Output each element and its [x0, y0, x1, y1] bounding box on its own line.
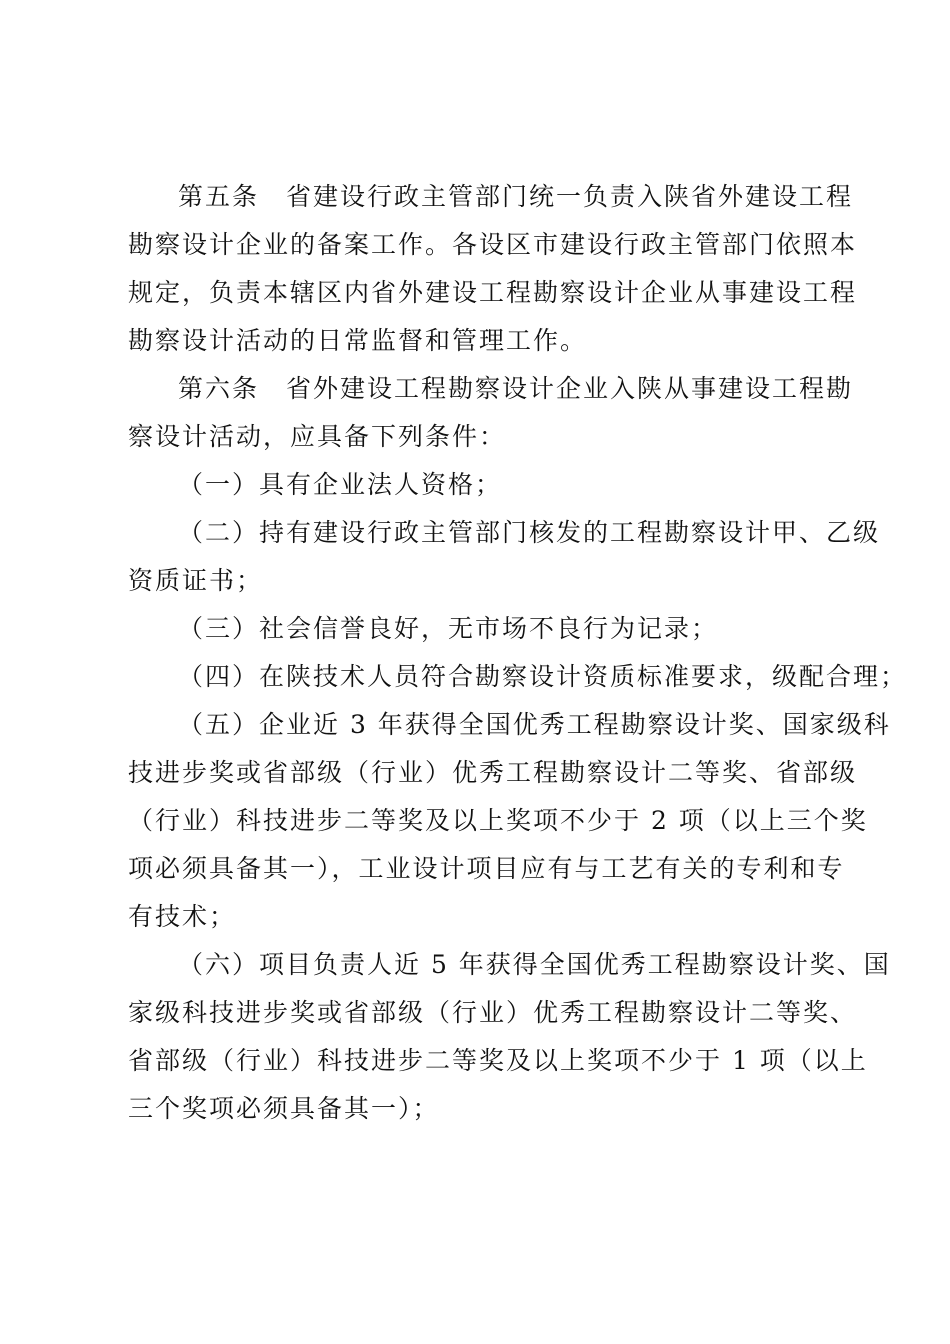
- text-line: 第六条 省外建设工程勘察设计企业入陕从事建设工程勘: [178, 374, 854, 403]
- text-line: （五）企业近 3 年获得全国优秀工程勘察设计奖、国家级科: [178, 710, 891, 739]
- text-line: （四）在陕技术人员符合勘察设计资质标准要求，级配合理；: [178, 662, 908, 691]
- text-line: 三个奖项必须具备其一）；: [128, 1094, 440, 1123]
- text-line: （一）具有企业法人资格；: [178, 470, 503, 499]
- text-line: 勘察设计活动的日常监督和管理工作。: [128, 326, 588, 355]
- text-line: 资质证书；: [128, 566, 264, 595]
- text-line: 项必须具备其一），工业设计项目应有与工艺有关的专利和专: [128, 854, 845, 883]
- text-line: （行业）科技进步二等奖及以上奖项不少于 2 项（以上三个奖: [128, 806, 868, 835]
- text-line: 省部级（行业）科技进步二等奖及以上奖项不少于 1 项（以上: [128, 1046, 868, 1075]
- text-line: （六）项目负责人近 5 年获得全国优秀工程勘察设计奖、国: [178, 950, 891, 979]
- text-line: 规定，负责本辖区内省外建设工程勘察设计企业从事建设工程: [128, 278, 858, 307]
- text-line: 第五条 省建设行政主管部门统一负责入陕省外建设工程: [178, 182, 854, 211]
- text-line: （二）持有建设行政主管部门核发的工程勘察设计甲、乙级: [178, 518, 881, 547]
- text-line: 有技术；: [128, 902, 237, 931]
- text-line: 家级科技进步奖或省部级（行业）优秀工程勘察设计二等奖、: [128, 998, 858, 1027]
- text-line: （三）社会信誉良好，无市场不良行为记录；: [178, 614, 719, 643]
- text-line: 勘察设计企业的备案工作。各设区市建设行政主管部门依照本: [128, 230, 858, 259]
- text-line: 技进步奖或省部级（行业）优秀工程勘察设计二等奖、省部级: [128, 758, 858, 787]
- text-line: 察设计活动，应具备下列条件：: [128, 422, 507, 451]
